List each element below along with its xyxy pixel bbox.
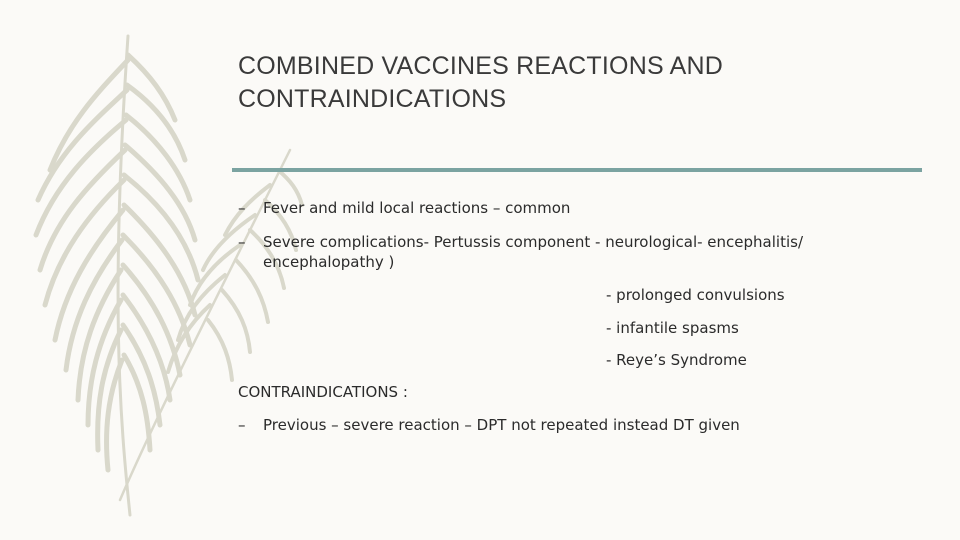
sub-list-item: - prolonged convulsions (606, 286, 785, 304)
bullet-text: Previous – severe reaction – DPT not repeated instead DT given (263, 416, 740, 434)
title-divider (232, 168, 922, 172)
bullet-text: Fever and mild local reactions – common (263, 199, 571, 217)
bullet-text: Severe complications- Pertussis component - neurological- encephalitis/ encephalopathy ) (263, 233, 803, 271)
contraindications-bullet (238, 415, 858, 435)
slide-title (238, 50, 878, 116)
sub-list-item: - infantile spasms (606, 319, 739, 337)
sub-list-item: - Reye’s Syndrome (606, 351, 747, 369)
bullet-item (238, 232, 838, 272)
contraindications-heading: CONTRAINDICATIONS : (238, 383, 408, 401)
bullet-item (238, 198, 838, 218)
slide-title-line-1: COMBINED VACCINES REACTIONS AND (238, 52, 723, 80)
bullet-dash: – (238, 199, 246, 217)
slide-title-line-2: CONTRAINDICATIONS (238, 85, 507, 113)
bullet-dash: – (238, 233, 246, 251)
bullet-dash: – (238, 416, 246, 434)
